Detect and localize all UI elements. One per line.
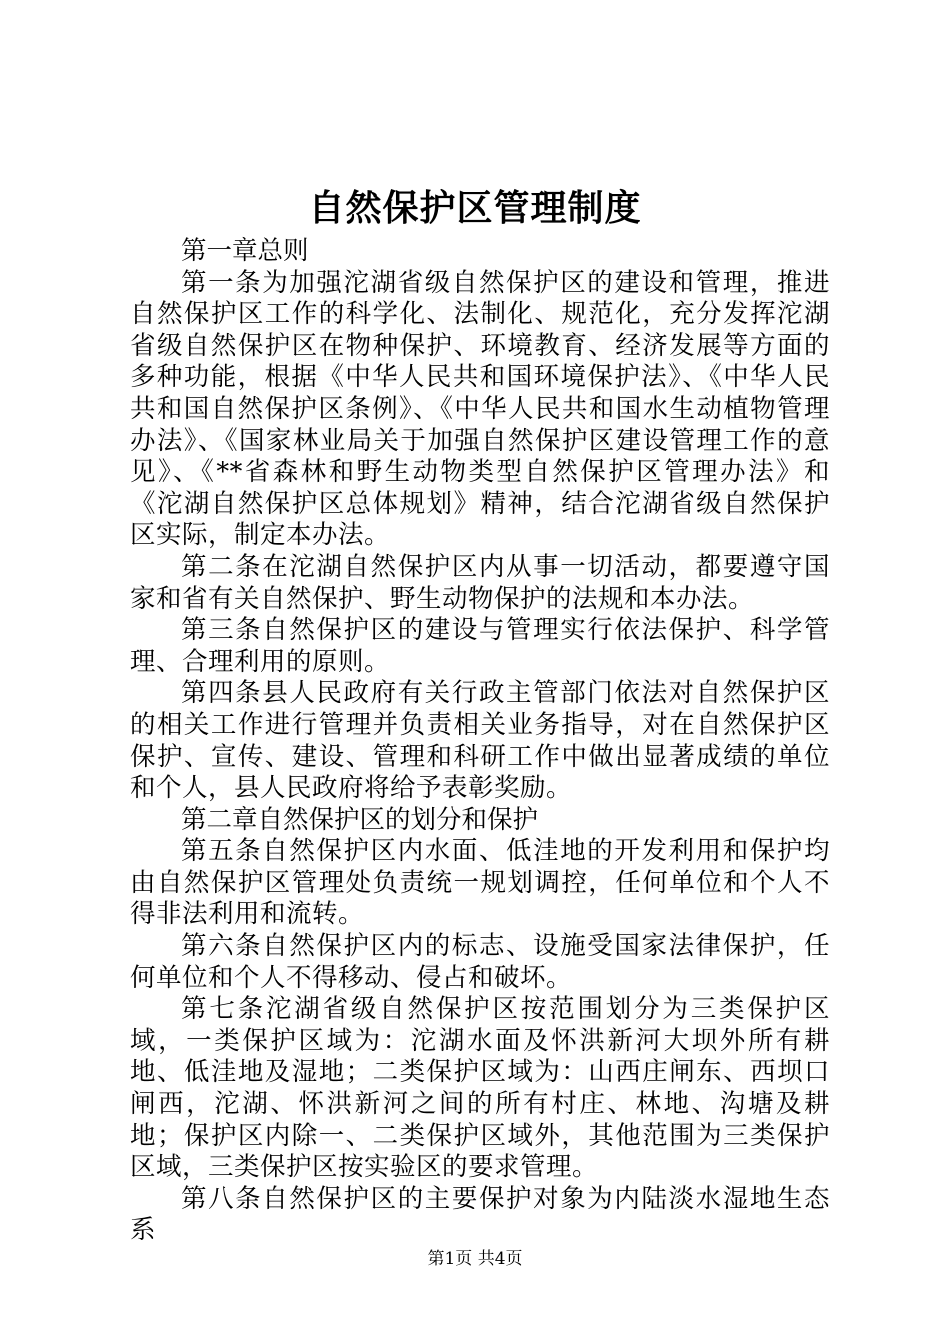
article-paragraph: 第五条自然保护区内水面、低洼地的开发利用和保护均由自然保护区管理处负责统一规划调控，任何单位和个人不得非法利用和流转。 xyxy=(130,836,830,930)
article-paragraph: 第八条自然保护区的主要保护对象为内陆淡水湿地生态系 xyxy=(130,1183,830,1246)
page-footer: 第1页 共4页 xyxy=(427,1249,523,1269)
article-paragraph: 第六条自然保护区内的标志、设施受国家法律保护，任何单位和个人不得移动、侵占和破坏。 xyxy=(130,931,830,993)
document-body xyxy=(130,236,830,1247)
article-paragraph: 第七条沱湖省级自然保护区按范围划分为三类保护区域，一类保护区域为：沱湖水面及怀洪新河大坝外所有耕地、低洼地及湿地；二类保护区域为：山西庄闸东、西坝口闸西，沱湖、怀洪新河之间的所有村庄、林地、沟塘及耕地；保护区内除一、二类保护区域外，其他范围为三类保护区域，三类保护区按实验区的要求管理。 xyxy=(130,994,830,1183)
chapter-heading: 第一章总则 xyxy=(181,236,309,266)
chapter-heading: 第二章自然保护区的划分和保护 xyxy=(181,804,539,835)
article-paragraph: 第一条为加强沱湖省级自然保护区的建设和管理，推进自然保护区工作的科学化、法制化、规范化，充分发挥沱湖省级自然保护区在物种保护、环境教育、经济发展等方面的多种功能，根据《中华人民共和国环境保护法》、《中华人民共和国自然保护区条例》、《中华人民共和国水生动植物管理办法》、《国家林业局关于加强自然保护区建设管理工作的意见》、《**省森林和野生动物类型自然保护区管理办法》和《沱湖自然保护区总体规划》精神，结合沱湖省级自然保护区实际，制定本办法。 xyxy=(130,267,830,551)
article-paragraph: 第四条县人民政府有关行政主管部门依法对自然保护区的相关工作进行管理并负责相关业务指导，对在自然保护区保护、宣传、建设、管理和科研工作中做出显著成绩的单位和个人，县人民政府将给予表彰奖励。 xyxy=(130,678,830,804)
article-paragraph: 第二条在沱湖自然保护区内从事一切活动，都要遵守国家和省有关自然保护、野生动物保护的法规和本办法。 xyxy=(130,551,830,614)
document-title: 自然保护区管理制度 xyxy=(308,187,642,229)
article-paragraph: 第三条自然保护区的建设与管理实行依法保护、科学管理、合理利用的原则。 xyxy=(130,615,830,677)
